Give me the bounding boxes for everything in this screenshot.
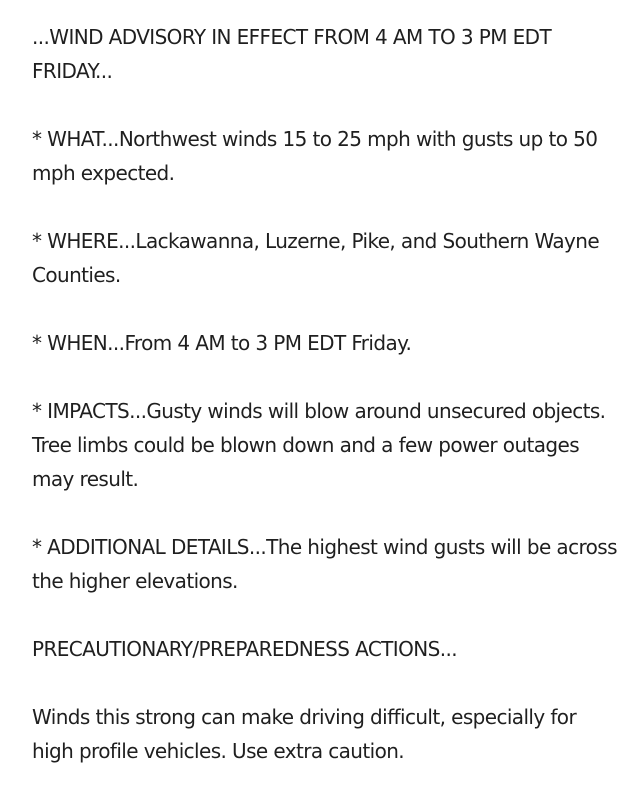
advisory-where: * WHERE...Lackawanna, Luzerne, Pike, and Southern Wayne Counties. [32, 229, 600, 287]
advisory-what: * WHAT...Northwest winds 15 to 25 mph with gusts up to 50 mph expected. [32, 127, 598, 185]
advisory-headline: ...WIND ADVISORY IN EFFECT FROM 4 AM TO 3 PM EDT FRIDAY... [32, 25, 552, 83]
advisory-impacts: * IMPACTS...Gusty winds will blow around unsecured objects. Tree limbs could be blown down and a few power outages may result. [32, 399, 606, 491]
actions-heading: PRECAUTIONARY/PREPAREDNESS ACTIONS... [32, 637, 457, 661]
advisory-when: * WHEN...From 4 AM to 3 PM EDT Friday. [32, 331, 412, 355]
advisory-additional-details: * ADDITIONAL DETAILS...The highest wind gusts will be across the higher elevations. [32, 535, 617, 593]
actions-text: Winds this strong can make driving difficult, especially for high profile vehicles. Use extra caution. [32, 705, 577, 763]
